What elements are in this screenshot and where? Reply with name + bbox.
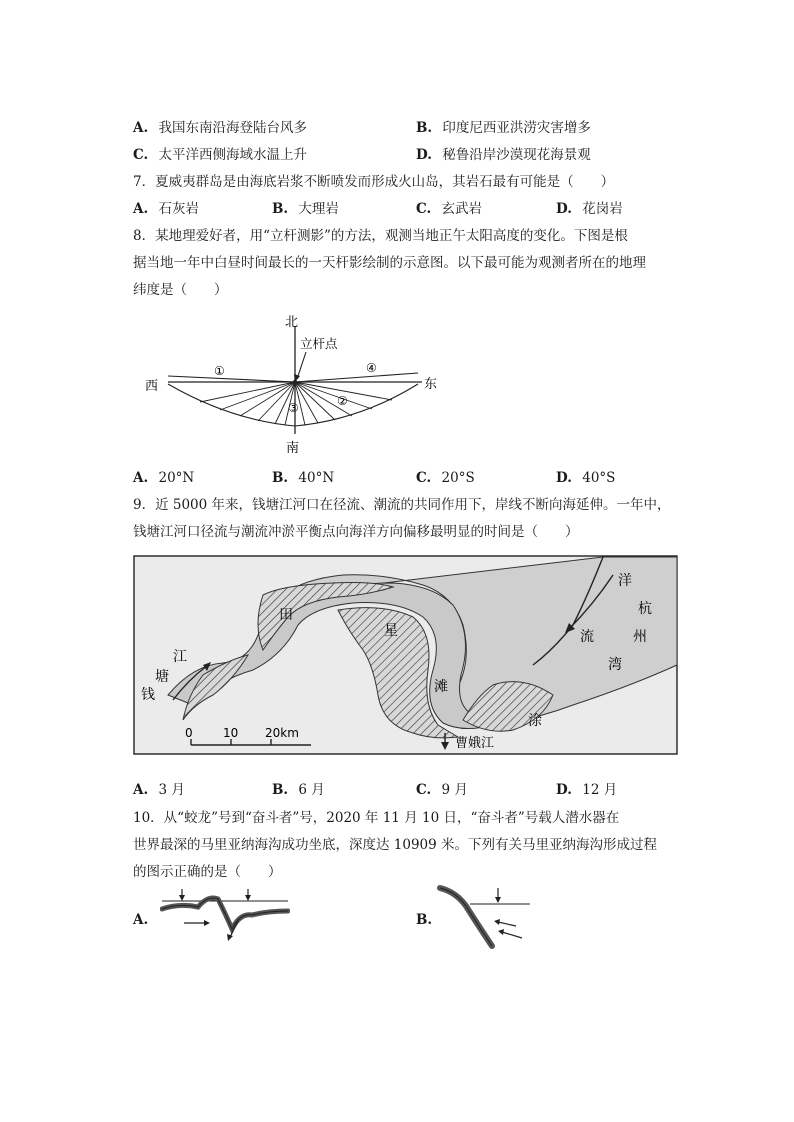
scale-label-0: 0 — [185, 726, 193, 740]
option-text: 40°S — [582, 470, 616, 486]
option-text: 我国东南沿海登陆台风多 — [158, 120, 307, 136]
q6-option-a — [133, 118, 307, 138]
option-text: 秘鲁沿岸沙漠现花海景观 — [442, 147, 591, 163]
option-letter: D. — [556, 470, 572, 486]
label-hang: 杭 — [638, 601, 652, 617]
pole-label: 立杆点 — [300, 336, 338, 351]
label-wan: 湾 — [608, 657, 622, 673]
scale-label-10: 10 — [223, 726, 239, 740]
q7-stem: 7．夏威夷群岛是由海底岩浆不断喷发而形成火山岛，其岩石最有可能是（ ） — [133, 174, 615, 190]
option-letter: C. — [416, 201, 432, 217]
shadow-line-4 — [295, 373, 418, 382]
option-letter: A. — [133, 120, 149, 136]
label-zhou: 州 — [633, 629, 647, 645]
mark-4: ④ — [366, 361, 377, 375]
q8-stem-line-1: 8．某地理爱好者，用“立杆测影”的方法，观测当地正午太阳高度的变化。下图是根 — [133, 228, 628, 244]
q6-option-b — [416, 118, 591, 138]
label-tian: 田 — [279, 607, 293, 623]
option-text: 40°N — [298, 470, 335, 486]
option-letter: D. — [556, 782, 572, 798]
mark-3: ③ — [288, 401, 299, 415]
option-letter: B. — [272, 470, 289, 486]
option-letter: A. — [133, 470, 149, 486]
option-letter: D. — [556, 201, 572, 217]
q8-stem-line-3: 纬度是（ ） — [133, 282, 228, 298]
label-tu: 涂 — [528, 713, 542, 729]
label-qian: 钱 — [141, 687, 155, 703]
east-label: 东 — [424, 377, 438, 392]
option-text: 印度尼西亚洪涝灾害增多 — [442, 120, 591, 136]
q9-stem-line-2: 钱塘江河口径流与潮流冲淤平衡点向海洋方向偏移最明显的时间是（ ） — [133, 524, 579, 540]
option-text: 20°N — [158, 470, 195, 486]
q6-option-d — [416, 145, 591, 165]
q7-option-a — [133, 199, 199, 219]
option-letter: C. — [416, 782, 432, 798]
option-text: 3 月 — [158, 782, 185, 798]
shadow-line-1 — [168, 376, 295, 382]
pole-point — [293, 380, 297, 384]
q9-option-b — [272, 780, 325, 800]
mark-1: ① — [214, 364, 225, 378]
q6-option-c — [133, 145, 307, 165]
option-letter: A. — [133, 201, 149, 217]
q8-option-d — [556, 468, 615, 488]
option-text: 石灰岩 — [158, 201, 199, 217]
option-text: 6 月 — [298, 782, 325, 798]
option-letter: B. — [416, 120, 433, 136]
label-tang: 塘 — [155, 669, 169, 685]
q8-option-b — [272, 468, 334, 488]
north-label: 北 — [285, 315, 299, 330]
label-jiang: 江 — [173, 649, 187, 665]
option-text: 太平洋西侧海域水温上升 — [158, 147, 308, 163]
option-letter: B. — [272, 782, 289, 798]
option-text: 12 月 — [582, 782, 618, 798]
label-xing: 星 — [384, 623, 398, 639]
option-text: 花岗岩 — [582, 201, 623, 217]
west-label: 西 — [145, 379, 159, 394]
qiantang-estuary-map — [133, 555, 678, 755]
q10-stem-line-2: 世界最深的马里亚纳海沟成功坐底，深度达 10909 米。下列有关马里亚纳海沟形成过程 — [133, 837, 658, 853]
q8-option-a — [133, 468, 194, 488]
q8-stem-line-2: 据当地一年中白昼时间最长的一天杆影绘制的示意图。以下最可能为观测者所在的地理 — [133, 255, 646, 271]
label-yang: 洋 — [618, 573, 632, 589]
q7-option-c — [416, 199, 482, 219]
option-text: 9 月 — [441, 782, 468, 798]
pole-shadow-diagram — [140, 312, 450, 460]
q7-option-b — [272, 199, 339, 219]
q10-option-a — [133, 910, 148, 930]
q9-option-c — [416, 780, 468, 800]
q10-stem-line-3: 的图示正确的是（ ） — [133, 864, 282, 880]
option-letter: A. — [133, 782, 149, 798]
q10-stem-line-1: 10．从“蛟龙”号到“奋斗者”号，2020 年 11 月 10 日，“奋斗者”号载人潜水器在 — [133, 810, 620, 826]
plate-boundary-b — [440, 888, 492, 946]
q9-option-d — [556, 780, 617, 800]
option-letter: D. — [416, 147, 432, 163]
south-label: 南 — [286, 441, 300, 456]
option-text: 大理岩 — [298, 201, 339, 217]
option-text: 玄武岩 — [441, 201, 483, 217]
label-liu: 流 — [580, 629, 594, 645]
label-caoe-river: 曹娥江 — [455, 736, 495, 751]
q9-option-a — [133, 780, 185, 800]
scale-label-20km: 20km — [265, 726, 299, 740]
pole-pointer — [297, 352, 306, 379]
label-tan: 滩 — [434, 679, 448, 695]
option-text: 20°S — [441, 470, 475, 486]
q7-option-d — [556, 199, 623, 219]
option-letter: C. — [133, 147, 149, 163]
q9-stem-line-1: 9．近 5000 年来，钱塘江河口在径流、潮流的共同作用下，岸线不断向海延伸。一年中， — [133, 497, 671, 513]
option-letter: C. — [416, 470, 432, 486]
q10-option-a-diagram — [160, 885, 290, 945]
option-letter: B. — [416, 912, 433, 928]
q10-option-b-diagram — [436, 882, 532, 952]
q8-option-c — [416, 468, 475, 488]
option-letter: A. — [133, 912, 149, 928]
option-letter: B. — [272, 201, 289, 217]
q10-option-b — [416, 910, 432, 930]
mark-2: ② — [337, 394, 348, 408]
